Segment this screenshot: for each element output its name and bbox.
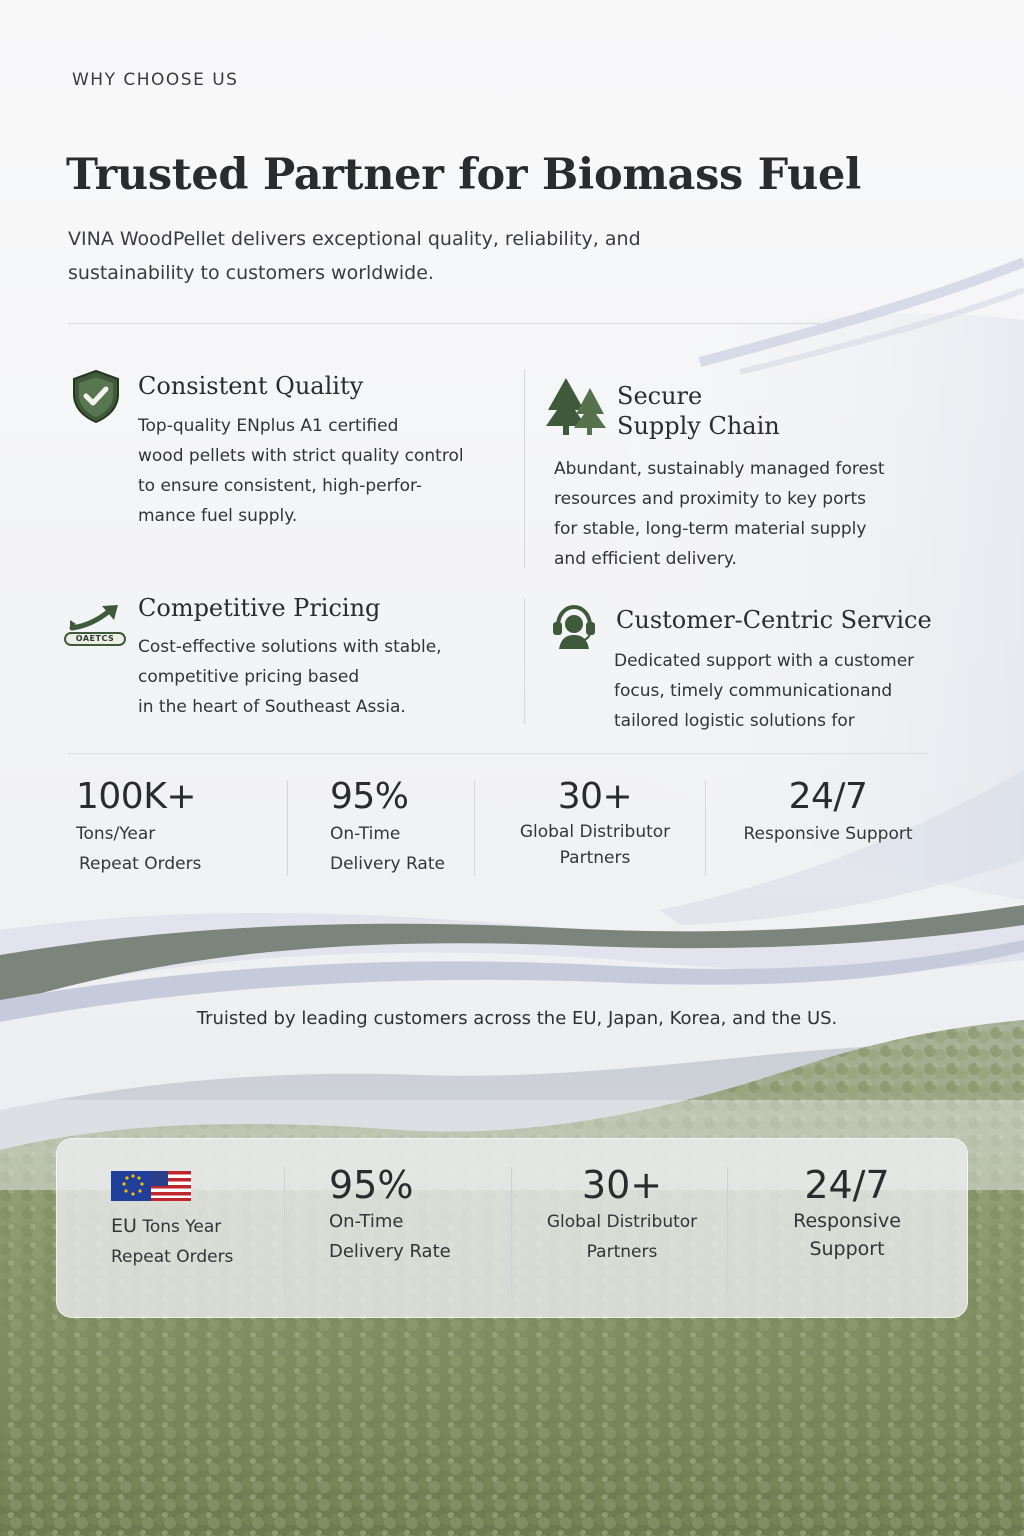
panel-stat-value: 95% (329, 1163, 414, 1207)
panel-stat-label-line: On-Time (329, 1211, 404, 1232)
intro-text: VINA WoodPellet delivers exceptional quality, reliability, and sustainability to customers worldwide. (68, 228, 641, 284)
panel-stat-label-line: Repeat Orders (111, 1247, 234, 1267)
stats-divider (68, 753, 928, 754)
feature-text-line: resources and proximity to key ports (554, 489, 866, 509)
panel-divider (727, 1167, 728, 1295)
stat-responsive-support (722, 776, 934, 849)
panel-stat-label-line: Responsive (793, 1210, 901, 1232)
stat-value: 24/7 (788, 776, 868, 817)
feature-text-line: wood pellets with strict quality control (138, 446, 464, 466)
panel-stat-label-line: Delivery Rate (329, 1241, 451, 1262)
stat-on-time-delivery (330, 776, 470, 879)
panel-stat-support (747, 1163, 947, 1263)
stat-divider (474, 780, 475, 876)
panel-stat-partners (527, 1163, 717, 1267)
headset-support-icon (550, 604, 598, 650)
page-title: Trusted Partner for Biomass Fuel (66, 150, 862, 200)
feature-text-line: focus, timely communicationand (614, 681, 893, 701)
panel-divider (511, 1167, 512, 1295)
stat-divider (287, 780, 288, 876)
stat-value: 95% (330, 776, 409, 817)
feature-consistent-quality (68, 368, 518, 558)
feature-title-line: Supply Chain (617, 412, 780, 440)
feature-text-line: Dedicated support with a customer (614, 651, 915, 671)
stat-label-line: On-Time (330, 824, 401, 844)
feature-text-line: competitive pricing based (138, 667, 360, 687)
panel-stat-label-small: Tons Year (136, 1217, 222, 1237)
feature-text-line: tailored logistic solutions for (614, 711, 855, 731)
feature-title: Consistent Quality (138, 372, 364, 400)
feature-text-line: to ensure consistent, high-perfor- (138, 476, 423, 496)
header-divider (68, 323, 820, 324)
pricing-icon-label: OAETCS (64, 632, 126, 646)
stat-label-line: Partners (559, 848, 631, 868)
panel-stat-eu (111, 1169, 311, 1272)
feature-customer-centric-service (550, 604, 970, 734)
feature-divider (524, 370, 525, 568)
trust-statement: Truisted by leading customers across the EU, Japan, Korea, and the US. (196, 1008, 838, 1029)
feature-text-line: Abundant, sustainably managed forest (554, 459, 885, 479)
panel-divider (284, 1167, 285, 1295)
stat-value: 100K+ (76, 776, 196, 817)
panel-stat-label-main: EU (111, 1215, 137, 1237)
feature-text-line: in the heart of Southeast Assia. (138, 697, 406, 717)
panel-stat-value: 24/7 (804, 1163, 890, 1207)
panel-stat-label-line: Partners (586, 1242, 658, 1262)
feature-title: Customer-Centric Service (616, 606, 932, 634)
stat-label-line: Tons/Year (76, 824, 156, 844)
panel-stat-label-line: Global Distributor (546, 1212, 698, 1232)
feature-secure-supply-chain (544, 376, 944, 576)
eu-us-flags-icon (111, 1169, 191, 1203)
stat-label-line: Global Distributor (519, 822, 671, 842)
feature-text-line: and efficient delivery. (554, 549, 737, 569)
stat-label-line: Responsive Support (743, 824, 913, 844)
stat-tons-year (76, 776, 276, 879)
shield-check-icon (68, 368, 124, 424)
feature-text-line: Cost-effective solutions with stable, (138, 637, 442, 657)
pine-trees-icon (544, 376, 606, 436)
stat-label-line: Delivery Rate (330, 854, 445, 874)
stats-panel (56, 1138, 968, 1318)
feature-title-line: Secure (617, 382, 703, 410)
panel-stat-value: 30+ (581, 1163, 663, 1207)
stat-divider (705, 780, 706, 876)
feature-text-line: for stable, long-term material supply (554, 519, 867, 539)
stat-distributor-partners (490, 776, 700, 871)
stat-label-line: Repeat Orders (79, 854, 202, 874)
feature-divider (524, 598, 525, 724)
feature-text-line: mance fuel supply. (138, 506, 298, 526)
pricing-arrow-icon (64, 602, 126, 646)
panel-stat-label-line: Support (809, 1238, 885, 1260)
feature-title: Competitive Pricing (138, 594, 381, 622)
section-eyebrow: WHY CHOOSE US (72, 70, 239, 90)
panel-stat-delivery (329, 1163, 519, 1267)
feature-text-line: Top-quality ENplus A1 certified (138, 416, 399, 436)
stat-value: 30+ (557, 776, 633, 817)
feature-competitive-pricing (62, 594, 522, 724)
